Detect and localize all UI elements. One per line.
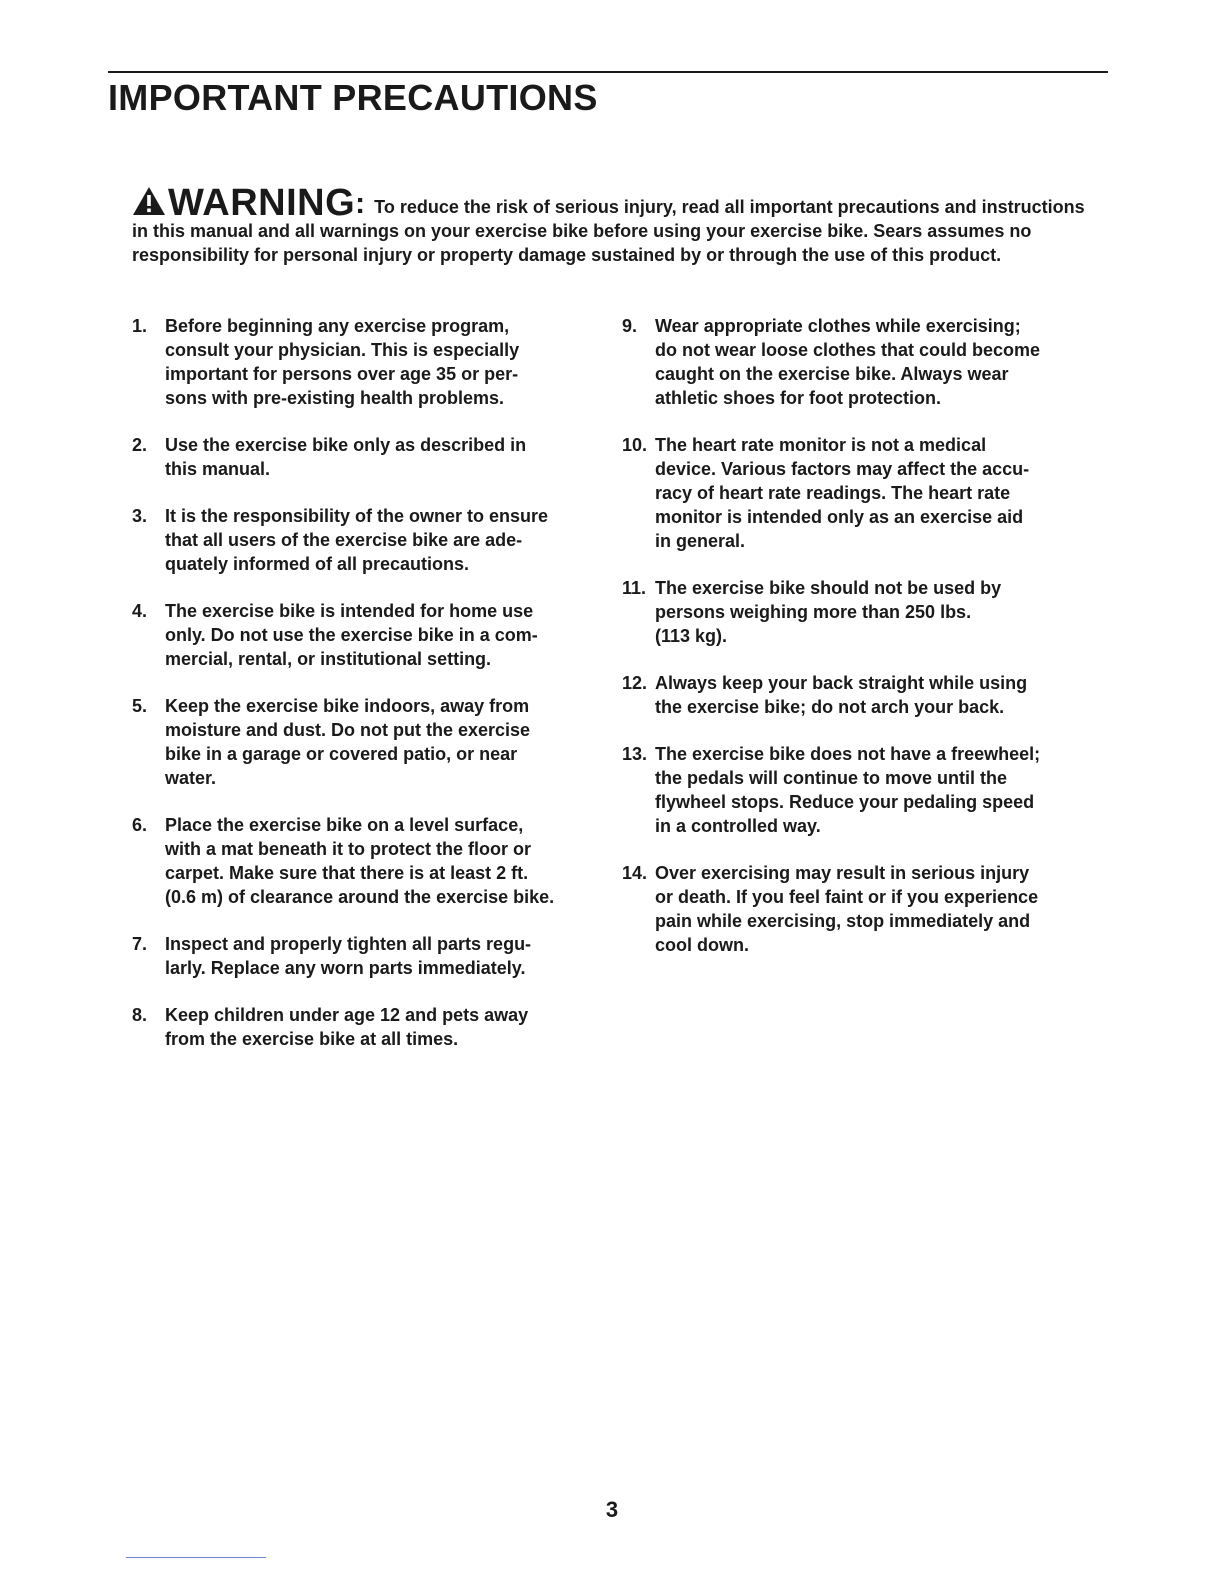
footer-rule	[126, 1557, 266, 1558]
item-number: 3.	[132, 506, 148, 526]
item-text: Keep the exercise bike indoors, away from moisture and dust. Do not put the exercise bike in a garage or covered patio, or near water.	[165, 696, 531, 788]
list-item	[132, 813, 592, 909]
item-number: 5.	[132, 696, 148, 716]
list-item	[622, 576, 1082, 648]
list-item	[622, 433, 1082, 553]
item-number: 2.	[132, 435, 148, 455]
item-number: 12.	[622, 673, 648, 693]
item-number: 4.	[132, 601, 148, 621]
list-item	[132, 1003, 592, 1051]
header-rule	[108, 71, 1108, 73]
item-text: The heart rate monitor is not a medical device. Various factors may affect the accu- racy of heart rate readings. The heart rate monitor is intended only as an exercise aid in general.	[655, 435, 1030, 551]
list-item	[622, 671, 1082, 719]
item-text: The exercise bike is intended for home use only. Do not use the exercise bike in a com- mercial, rental, or institutional setting.	[165, 601, 538, 669]
list-item	[622, 314, 1082, 410]
item-number: 1.	[132, 316, 148, 336]
item-number: 13.	[622, 744, 648, 764]
item-number: 8.	[132, 1005, 148, 1025]
warning-paragraph	[132, 182, 1092, 267]
item-number: 6.	[132, 815, 148, 835]
item-text: Before beginning any exercise program, consult your physician. This is especially important for persons over age 35 or per- sons with pre-existing health problems.	[165, 316, 520, 408]
warning-colon: :	[355, 187, 366, 220]
item-text: Keep children under age 12 and pets away from the exercise bike at all times.	[165, 1005, 529, 1049]
item-text: Use the exercise bike only as described in this manual.	[165, 435, 527, 479]
precautions-left-column	[132, 314, 592, 1074]
warning-triangle-icon	[132, 186, 166, 216]
list-item	[622, 742, 1082, 838]
item-text: Over exercising may result in serious injury or death. If you feel faint or if you experience pain while exercising, stop immediately and cool down.	[655, 863, 1039, 955]
item-text: Always keep your back straight while using the exercise bike; do not arch your back.	[655, 673, 1028, 717]
item-text: Wear appropriate clothes while exercising; do not wear loose clothes that could become caught on the exercise bike. Always wear athletic shoes for foot protection.	[655, 316, 1041, 408]
list-item	[132, 932, 592, 980]
page-number: 3	[605, 1497, 619, 1522]
item-number: 10.	[622, 435, 648, 455]
list-item	[622, 861, 1082, 957]
item-number: 7.	[132, 934, 148, 954]
list-item	[132, 504, 592, 576]
item-text: Place the exercise bike on a level surface, with a mat beneath it to protect the floor or carpet. Make sure that there is at least 2 ft. (0.6 m) of clearance around the exercise bike.	[165, 815, 555, 907]
list-item	[132, 433, 592, 481]
item-number: 14.	[622, 863, 648, 883]
item-text: Inspect and properly tighten all parts regu- larly. Replace any worn parts immediately.	[165, 934, 532, 978]
item-number: 11.	[622, 578, 647, 598]
precautions-right-column	[622, 314, 1082, 980]
item-number: 9.	[622, 316, 638, 336]
item-text: The exercise bike should not be used by persons weighing more than 250 lbs. (113 kg).	[655, 578, 1002, 646]
page-title: IMPORTANT PRECAUTIONS	[108, 77, 598, 118]
warning-word: WARNING	[168, 182, 356, 224]
warning-text: To reduce the risk of serious injury, read all important precautions and instructions in this manual and all warnings on your exercise bike before using your exercise bike. Sears assumes no responsibility for personal injury or property damage sustained by or through the use of this product.	[132, 197, 1085, 265]
item-text: It is the responsibility of the owner to ensure that all users of the exercise bike are ade- quately informed of all precautions.	[165, 506, 549, 574]
list-item	[132, 314, 592, 410]
list-item	[132, 599, 592, 671]
list-item	[132, 694, 592, 790]
item-text: The exercise bike does not have a freewheel; the pedals will continue to move until the flywheel stops. Reduce your pedaling speed in a controlled way.	[655, 744, 1041, 836]
